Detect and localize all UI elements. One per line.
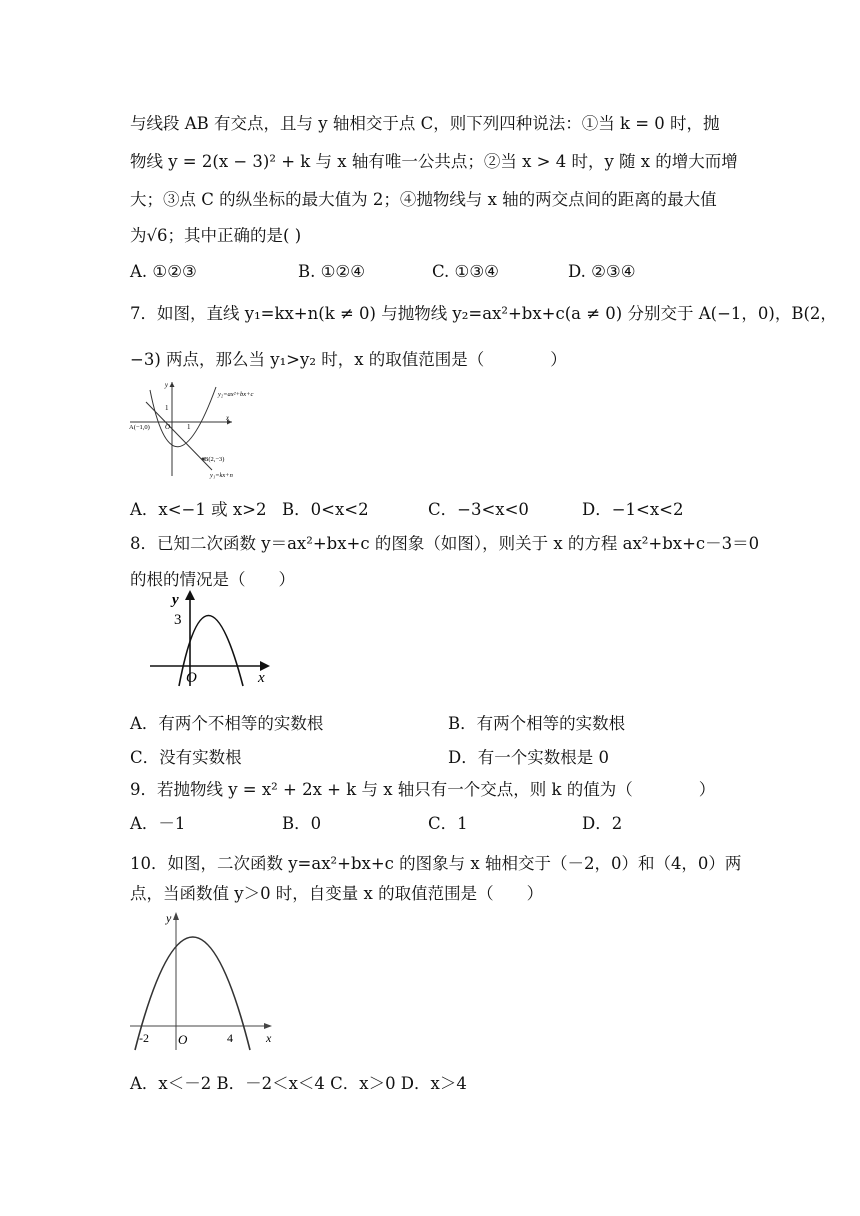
q9-option-b: B．0 (282, 814, 322, 833)
q8-option-d: D．有一个实数根是 0 (448, 748, 609, 767)
q8-line1: 8．已知二次函数 y＝ax²+bx+c 的图象（如图），则关于 x 的方程 ax²+bx+c－3＝0 (130, 534, 760, 553)
q7-y-arrow (170, 382, 175, 387)
q7-tick-x: 1 (187, 423, 191, 431)
q10-tick-left: -2 (139, 1031, 149, 1045)
q10-options: A．x＜－2 B．－2＜x＜4 C．x＞0 D．x＞4 (130, 1074, 467, 1093)
q7-option-a: A．x<−1 或 x>2 (130, 500, 267, 519)
q10-figure (126, 908, 278, 1052)
q10-x-label: x (266, 1031, 272, 1045)
q7-line-label: y₁=kx+n (210, 472, 233, 479)
q8-y-arrow (185, 590, 195, 600)
q10-x-arrow (264, 1023, 272, 1029)
q6-line1: 与线段 AB 有交点，且与 y 轴相交于点 C，则下列四种说法：①当 k = 0 时，抛 (130, 114, 720, 133)
q10-line1: 10．如图，二次函数 y=ax²+bx+c 的图象与 x 轴相交于（－2，0）和（4，0）两 (130, 854, 742, 873)
q10-y-arrow (173, 912, 179, 920)
q7-point-b-label: B(2,−3) (204, 456, 225, 463)
q8-option-c: C．没有实数根 (130, 748, 242, 767)
q8-option-b: B．有两个相等的实数根 (448, 714, 626, 733)
q7-curve-label: y₂=ax²+bx+c (218, 391, 254, 398)
q7-tick-y: 1 (165, 404, 169, 412)
q7-origin-label: O (165, 423, 171, 431)
q7-line2: −3) 两点，那么当 y₁>y₂ 时，x 的取值范围是（ ） (130, 350, 567, 369)
q6-line2: 物线 y = 2(x − 3)² + k 与 x 轴有唯一公共点；②当 x > 4 时，y 随 x 的增大而增 (130, 152, 738, 171)
q8-y-label: y (172, 592, 179, 608)
q8-line2: 的根的情况是（ ） (130, 570, 295, 589)
q6-line4: 为√6；其中正确的是( ) (130, 226, 302, 245)
q6-line3: 大；③点 C 的纵坐标的最大值为 2；④抛物线与 x 轴的两交点间的距离的最大值 (130, 190, 717, 209)
q6-option-d: D. ②③④ (568, 262, 636, 281)
q10-origin-label: O (178, 1032, 188, 1047)
q8-option-a: A．有两个不相等的实数根 (130, 714, 324, 733)
q7-line1: 7．如图，直线 y₁=kx+n(k ≠ 0) 与抛物线 y₂=ax²+bx+c(a ≠ 0) 分别交于 A(−1，0)，B(2， (130, 304, 837, 323)
q6-option-b: B. ①②④ (298, 262, 365, 281)
q9-option-c: C．1 (428, 814, 468, 833)
q8-x-label: x (258, 670, 265, 686)
q8-origin-label: O (186, 670, 197, 686)
q9-option-a: A．－1 (130, 814, 186, 833)
q7-figure (128, 380, 288, 480)
q7-y-label: y (164, 381, 168, 389)
q10-tick-right: 4 (227, 1031, 233, 1045)
q10-y-label: y (166, 911, 172, 925)
q8-tick-y: 3 (174, 612, 182, 628)
q6-option-a: A. ①②③ (130, 262, 197, 281)
q9-option-d: D．2 (582, 814, 623, 833)
q7-x-label: x (226, 414, 230, 422)
q7-option-c: C．−3<x<0 (428, 500, 529, 519)
q9-line1: 9．若抛物线 y = x² + 2x + k 与 x 轴只有一个交点，则 k 的值为（ ） (130, 780, 716, 799)
q8-figure (146, 586, 276, 690)
q10-line2: 点，当函数值 y＞0 时，自变量 x 的取值范围是（ ） (130, 884, 544, 903)
q7-point-a-label: A(−1,0) (129, 424, 150, 431)
q7-option-b: B．0<x<2 (282, 500, 369, 519)
q6-option-c: C. ①③④ (432, 262, 499, 281)
q7-option-d: D．−1<x<2 (582, 500, 684, 519)
